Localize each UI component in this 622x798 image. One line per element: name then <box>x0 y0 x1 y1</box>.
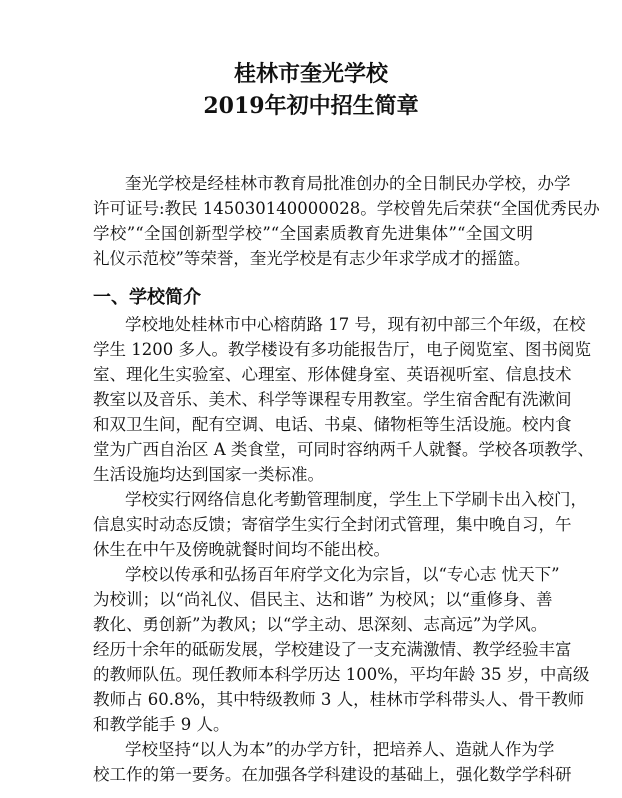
text-line: 和双卫生间，配有空调、电话、书桌、储物柜等生活设施。校内食 <box>93 415 572 434</box>
text-line: 学校”“全国创新型学校”“全国素质教育先进集体”“全国文明 <box>93 224 533 243</box>
paragraph <box>93 487 587 562</box>
text-line: 教室以及音乐、美术、科学等课程专用教室。学生宿舍配有洗漱间 <box>93 390 572 409</box>
paragraph <box>93 562 590 737</box>
text-line: 生活设施均达到国家一类标准。 <box>93 465 324 484</box>
text-line: 堂为广西自治区 A 类食堂，可同时容纳两千人就餐。学校各项教学、 <box>93 440 594 459</box>
text-line: 学生 1200 多人。教学楼设有多功能报告厅，电子阅览室、图书阅览 <box>93 340 591 359</box>
paragraph <box>93 312 594 487</box>
text-line: 经历十余年的砥砺发展，学校建设了一支充满激情、教学经验丰富 <box>93 640 572 659</box>
document-subtitle: 2019年初中招生简章 <box>203 93 419 119</box>
text-line: 室、理化生实验室、心理室、形体健身室、英语视听室、信息技术 <box>93 365 572 384</box>
section-body <box>93 312 594 787</box>
text-line: 学校以传承和弘扬百年府学文化为宗旨，以“专心志 忧天下” <box>125 565 560 584</box>
document-title: 桂林市奎光学校 <box>233 61 388 87</box>
paragraph <box>93 737 572 787</box>
text-line: 信息实时动态反馈；寄宿学生实行全封闭式管理，集中晚自习，午 <box>93 515 572 534</box>
text-line: 和教学能手 9 人。 <box>93 715 230 734</box>
text-line: 礼仪示范校”等荣誉，奎光学校是有志少年求学成才的摇篮。 <box>93 249 531 268</box>
text-line: 的教师队伍。现任教师本科学历达 100%，平均年龄 35 岁，中高级 <box>93 665 590 684</box>
section-heading: 一、学校简介 <box>93 287 201 308</box>
text-line: 许可证号:教民 145030140000028。学校曾先后荣获“全国优秀民办 <box>93 199 600 218</box>
text-line: 为校训；以“尚礼仪、倡民主、达和谐” 为校风；以“重修身、善 <box>93 590 553 609</box>
text-line: 学校地处桂林市中心榕荫路 17 号，现有初中部三个年级，在校 <box>125 315 586 334</box>
text-line: 奎光学校是经桂林市教育局批准创办的全日制民办学校，办学 <box>125 174 571 193</box>
text-line: 学校坚持“以人为本”的办学方针，把培养人、造就人作为学 <box>125 740 555 759</box>
text-line: 教化、勇创新”为教风；以“学主动、思深刻、志高远”为学风。 <box>93 615 548 634</box>
text-line: 学校实行网络信息化考勤管理制度，学生上下学刷卡出入校门， <box>125 490 587 509</box>
intro-paragraph <box>93 171 600 271</box>
paragraph <box>93 171 600 271</box>
text-line: 休生在中午及傍晚就餐时间均不能出校。 <box>93 540 390 559</box>
text-line: 校工作的第一要务。在加强各学科建设的基础上，强化数学学科研 <box>93 765 572 784</box>
text-line: 教师占 60.8%，其中特级教师 3 人，桂林市学科带头人、骨干教师 <box>93 690 585 709</box>
